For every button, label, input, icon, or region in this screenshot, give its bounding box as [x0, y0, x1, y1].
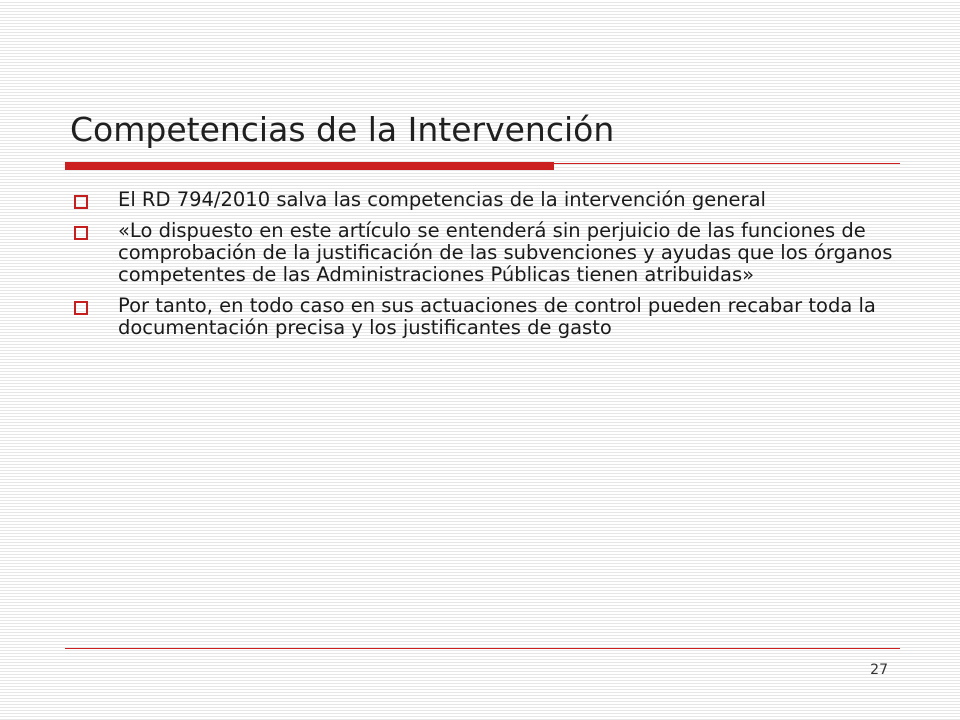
list-item	[70, 220, 900, 286]
list-item	[70, 189, 900, 211]
footer-divider	[65, 648, 900, 649]
slide-title: Competencias de la Intervención	[70, 110, 615, 149]
hollow-square-bullet-icon	[74, 226, 88, 240]
bullet-list	[70, 189, 900, 348]
bullet-text: Por tanto, en todo caso en sus actuaciones de control pueden recabar toda la documentación precisa y los justificantes de gasto	[118, 294, 876, 339]
bullet-text: El RD 794/2010 salva las competencias de la intervención general	[118, 188, 766, 211]
title-accent-bar	[65, 162, 554, 170]
list-item	[70, 295, 900, 339]
page-number: 27	[870, 662, 888, 678]
bullet-text: «Lo dispuesto en este artículo se entenderá sin perjuicio de las funciones de comprobación de la justificación de las subvenciones y ayudas que los órganos competentes de las Administraciones Públicas tienen atribuidas»	[118, 219, 893, 286]
hollow-square-bullet-icon	[74, 195, 88, 209]
hollow-square-bullet-icon	[74, 301, 88, 315]
